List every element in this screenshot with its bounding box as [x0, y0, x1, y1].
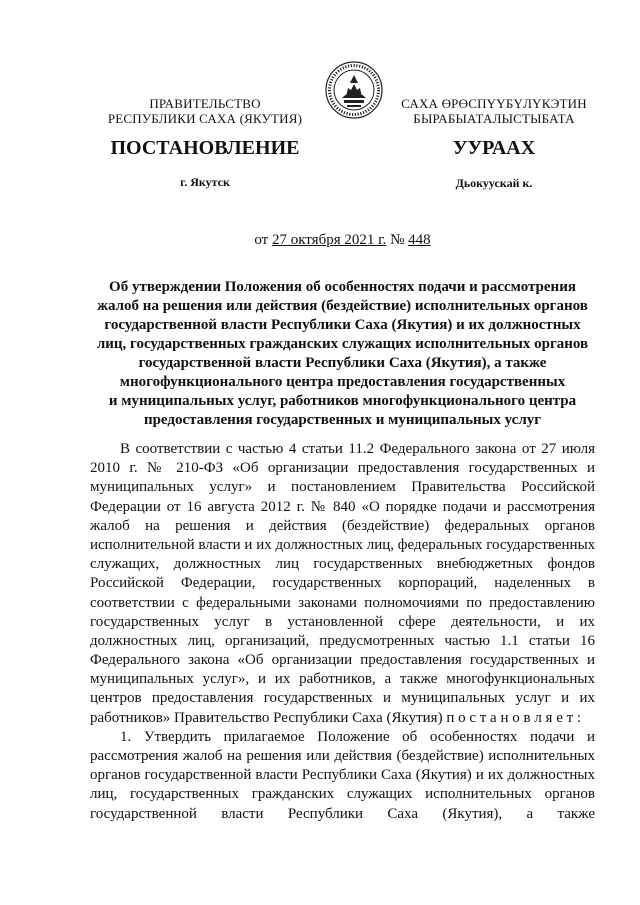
title-line: государственной власти Республики Саха (Якутия), а также [138, 355, 547, 371]
body-line: В соответствии с частью 4 статьи 11.2 Федерального закона от 27 июля [120, 441, 595, 457]
doc-type-russian: ПОСТАНОВЛЕНИЕ [110, 137, 300, 159]
body-line: муниципальных услуг», и их работников, а также многофункциональных [90, 671, 595, 688]
issuer-name-russian [96, 96, 314, 126]
body-line: работников» Правительство Республики Саха (Якутия) п о с т а н о в л я е т : [90, 709, 582, 726]
document-title [90, 278, 595, 430]
title-line: и муниципальных услуг, работников многофункционального центра [108, 393, 577, 409]
body-line: должностных лиц, организаций, предусмотренных частью 1.1 статьи 16 [90, 632, 595, 649]
doc-type-yakut: УУРААХ [452, 137, 536, 159]
date-number-line [90, 232, 595, 249]
document-date: 27 октября 2021 г. [271, 232, 387, 248]
body-line: лиц, государственных гражданских служащих исполнительных органов [90, 786, 595, 803]
body-line: соответствии с федеральными законами полномочиями по предоставлению [90, 594, 595, 611]
body-line: государственной власти Республики Саха (Якутия), а также [90, 805, 595, 822]
title-line: Об утверждении Положения об особенностях подачи и рассмотрения [109, 279, 576, 295]
body-line: рассмотрения жалоб на решения или действия (бездействие) исполнительных [90, 748, 595, 764]
body-line: служащих, должностных лиц государственных внебюджетных фондов [90, 556, 595, 573]
body-line: органов государственной власти Республики Саха (Якутия) и их должностных [90, 767, 595, 784]
body-line: Российской Федерации, государственных корпораций, наделенных в [90, 575, 595, 592]
issuer-name-yakut [394, 96, 594, 126]
issuer-line: РЕСПУБЛИКИ САХА (ЯКУТИЯ) [107, 111, 303, 126]
document-number: 448 [408, 232, 431, 248]
title-line: жалоб на решения или действия (бездействие) исполнительных органов [97, 298, 588, 314]
title-line: лиц, государственных гражданских служащих исполнительных органов [96, 336, 589, 352]
body-line: государственных услуг в установленной сфере деятельности, и их [90, 613, 595, 630]
body-line: жалоб на решения и действия (бездействие) федеральных органов [90, 517, 595, 534]
title-line: многофункционального центра предоставления государственных [119, 374, 566, 390]
body-line: Федерального закона «Об организации предоставления государственных и [90, 652, 595, 669]
body-line: исполнительной власти и их должностных лиц, федеральных государственных [90, 536, 596, 553]
issuer-line: САХА ӨРӨСПҮҮБҮЛҮКЭТИН [401, 96, 587, 111]
body-line: муниципальных услуг» и постановлением Правительства Российской [90, 479, 595, 496]
body-line: Федерации от 16 августа 2012 г. № 840 «О порядке подачи и рассмотрения [90, 498, 595, 515]
number-sign: № [390, 232, 405, 248]
title-line: государственной власти Республики Саха (Якутия) и их должностных [104, 317, 581, 333]
issuer-line: ПРАВИТЕЛЬСТВО [149, 96, 261, 111]
city-russian: г. Якутск [180, 175, 230, 189]
date-prefix: от [254, 232, 269, 248]
city-yakut: Дьокуускай к. [455, 176, 533, 190]
body-line: 2010 г. № 210-ФЗ «Об организации предоставления государственных и [90, 460, 595, 477]
document-body [90, 440, 595, 824]
title-line: предоставления государственных и муниципальных услуг [143, 412, 542, 428]
body-line: 1. Утвердить прилагаемое Положение об особенностях подачи и [120, 728, 595, 745]
coat-of-arms-emblem [324, 60, 384, 120]
issuer-line: БЫРАБЫАТАЛЫСТЫБАТА [413, 111, 575, 126]
body-line: центров предоставления государственных и муниципальных услуг и их [90, 690, 595, 707]
